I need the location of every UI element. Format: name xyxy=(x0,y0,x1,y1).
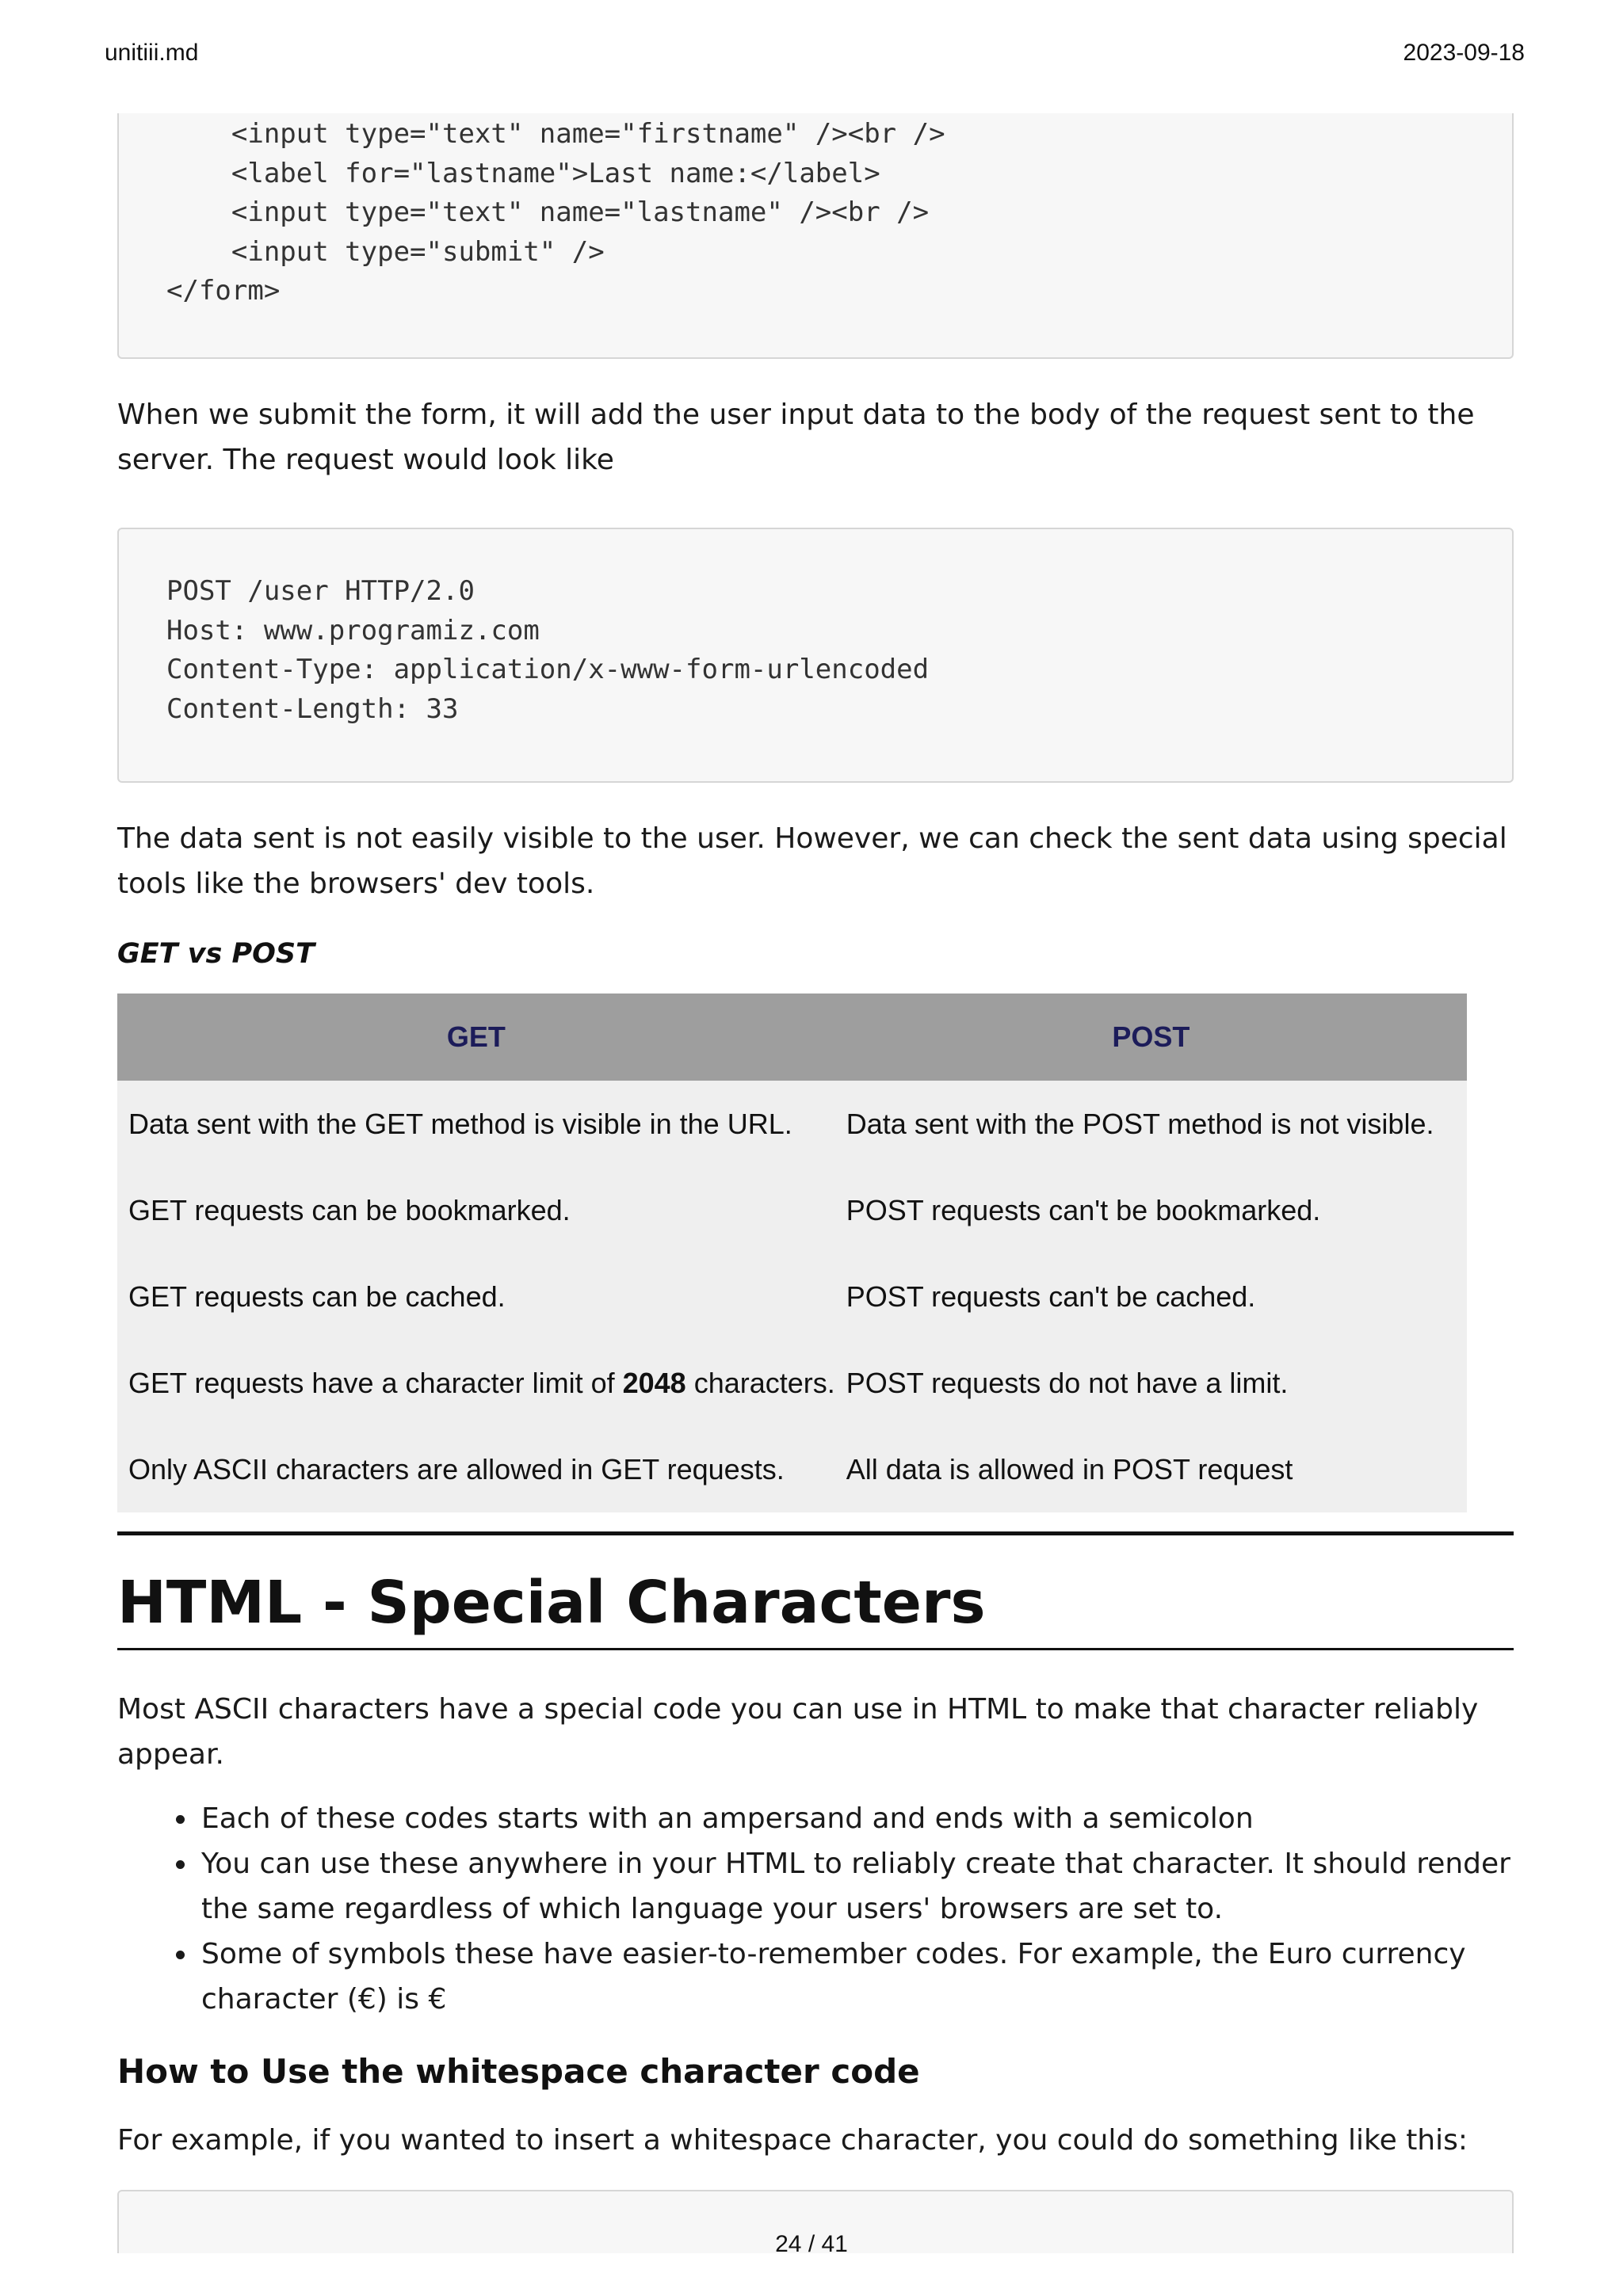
paragraph-whitespace-example: For example, if you wanted to insert a whitespace character, you could do something like this: xyxy=(117,2124,1468,2157)
paragraph-data-visibility: The data sent is not easily visible to the user. However, we can check the sent data using special tools like the browsers' dev tools. xyxy=(117,822,1507,900)
list-item: • You can use these anywhere in your HTML to reliably create that character. It should render the same regardless of which language your users' browsers are set to. xyxy=(198,1841,1512,1932)
code-block-form: <input type="text" name="firstname" /><br /> <label for="lastname">Last name:</label> <input type="text" name="lastname" /><br /> <input type="submit" /> </form> xyxy=(117,113,1514,359)
paragraph-submit-form: When we submit the form, it will add the user input data to the body of the request sent to the server. The request would look like xyxy=(117,399,1475,476)
list-item: • Each of these codes starts with an ampersand and ends with a semicolon xyxy=(198,1796,1512,1841)
paragraph-ascii-codes: Most ASCII characters have a special code you can use in HTML to make that character reliably appear. xyxy=(117,1693,1479,1771)
section-heading: HTML - Special Characters xyxy=(117,1567,1514,1650)
table-cell-get xyxy=(117,1340,835,1426)
page-number: 24 / 41 xyxy=(775,2231,848,2257)
table-header-row xyxy=(117,994,1467,1081)
code-block-request: POST /user HTTP/2.0 Host: www.programiz.com Content-Type: application/x-www-form-urlencoded Content-Length: 33 xyxy=(117,528,1514,783)
horizontal-rule xyxy=(117,1531,1514,1535)
page-content xyxy=(117,113,1512,2253)
table-cell-post: All data is allowed in POST request xyxy=(835,1426,1467,1512)
table-row xyxy=(117,1167,1467,1253)
table-cell-post: POST requests can't be bookmarked. xyxy=(835,1167,1467,1253)
table-row xyxy=(117,1426,1467,1512)
table-cell-get: Only ASCII characters are allowed in GET requests. xyxy=(117,1426,835,1512)
table-cell-get: Data sent with the GET method is visible in the URL. xyxy=(117,1081,835,1167)
cell-text: GET requests have a character limit of xyxy=(128,1366,623,1399)
table-header-post: POST xyxy=(835,994,1467,1081)
table-cell-post: POST requests do not have a limit. xyxy=(835,1340,1467,1426)
table-cell-get: GET requests can be bookmarked. xyxy=(117,1167,835,1253)
table-row xyxy=(117,1340,1467,1426)
table-header-get: GET xyxy=(117,994,835,1081)
cell-text: characters. xyxy=(685,1366,835,1399)
bullet-list xyxy=(117,1796,1512,2022)
table-row xyxy=(117,1253,1467,1340)
character-limit-value: 2048 xyxy=(622,1366,686,1399)
get-vs-post-table xyxy=(117,994,1467,1512)
document-date: 2023-09-18 xyxy=(1403,40,1525,66)
compare-title: GET vs POST xyxy=(117,938,315,970)
table-row xyxy=(117,1081,1467,1167)
document-filename: unitiii.md xyxy=(105,40,199,66)
subheading-whitespace: How to Use the whitespace character code xyxy=(117,2052,920,2091)
table-cell-post: POST requests can't be cached. xyxy=(835,1253,1467,1340)
table-cell-post: Data sent with the POST method is not visible. xyxy=(835,1081,1467,1167)
table-cell-get: GET requests can be cached. xyxy=(117,1253,835,1340)
list-item: • Some of symbols these have easier-to-remember codes. For example, the Euro currency character (€) is € xyxy=(198,1932,1512,2022)
